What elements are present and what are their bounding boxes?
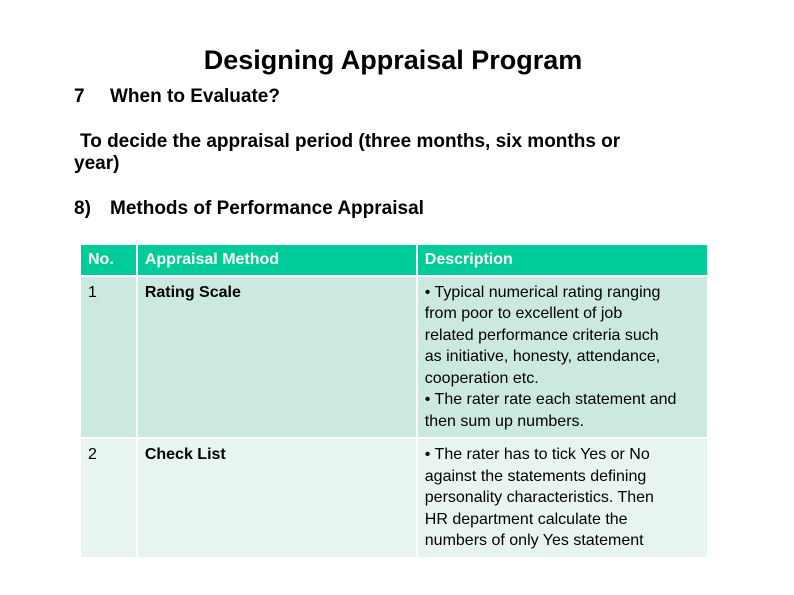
method-description (417, 276, 708, 439)
description-line: cooperation etc. (424, 369, 539, 387)
description-line: • Typical numerical rating ranging (424, 283, 661, 301)
description-line: HR department calculate the (424, 510, 628, 528)
description-line: against the statements defining (424, 467, 647, 485)
table-header-row (80, 244, 708, 276)
section-7-paragraph-line-2: year) (74, 153, 120, 174)
description-line: from poor to excellent of job (424, 305, 623, 322)
description-line: then sum up numbers. (424, 412, 584, 430)
method-description (417, 438, 708, 558)
header-description: Description (417, 244, 708, 276)
row-number: 2 (80, 438, 137, 558)
slide-title: Designing Appraisal Program (203, 45, 583, 75)
section-7-heading: When to Evaluate? (110, 86, 280, 107)
row-number: 1 (80, 276, 137, 439)
method-name: Check List (137, 438, 417, 558)
section-7-number: 7 (74, 86, 85, 107)
method-name: Rating Scale (137, 276, 417, 439)
table-row (80, 438, 708, 558)
description-line: • The rater has to tick Yes or No (424, 446, 650, 463)
section-7-paragraph (74, 131, 674, 175)
header-appraisal-method: Appraisal Method (137, 244, 417, 276)
description-line: related performance criteria such (424, 326, 659, 344)
section-8-number: 8) (74, 198, 91, 219)
section-8-heading: Methods of Performance Appraisal (110, 198, 424, 219)
description-line: • The rater rate each statement and (424, 391, 677, 408)
section-7-paragraph-line-1: To decide the appraisal period (three months, six months or (80, 131, 621, 152)
appraisal-methods-table (79, 243, 709, 559)
header-no: No. (80, 244, 137, 276)
description-line: numbers of only Yes statement (424, 532, 644, 549)
description-line: as initiative, honesty, attendance, (424, 348, 661, 365)
description-line: personality characteristics. Then (424, 489, 654, 506)
table-row (80, 276, 708, 439)
